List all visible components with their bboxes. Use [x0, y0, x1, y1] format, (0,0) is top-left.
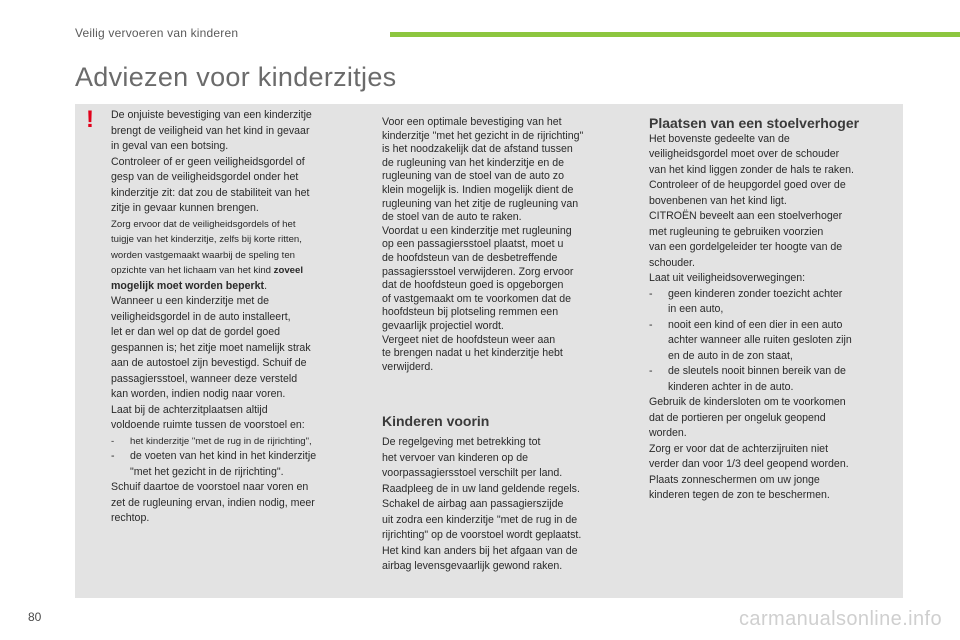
- text-line: veiligheidsgordel in de auto installeert,: [111, 310, 291, 323]
- text-line: passagiersstoel verwijderen. Zorg ervoor: [382, 265, 574, 278]
- text-fragment: opzichte van het lichaam van het kind: [111, 265, 274, 276]
- list-item-continued: [649, 333, 894, 349]
- list-item-continued: [649, 380, 894, 396]
- text-line: veiligheidsgordel moet over de schouder: [649, 148, 840, 160]
- text-line: Het bovenste gedeelte van de: [649, 132, 790, 145]
- text-line: airbag levensgevaarlijk gewond raken.: [382, 560, 563, 572]
- text-line: dat de hoofdsteun goed is opgeborgen: [382, 279, 564, 292]
- text-line: [111, 263, 356, 279]
- text-line: Zorg er voor dat de achterzijruiten niet: [649, 442, 829, 455]
- text-line: Raadpleeg de in uw land geldende regels.: [382, 482, 580, 495]
- list-dash: -: [649, 287, 653, 300]
- text-line: van een gordelgeleider ter hoogte van de: [649, 241, 843, 253]
- text-line: de stoel van de auto te raken.: [382, 211, 522, 224]
- text-line: rechtop.: [111, 512, 150, 524]
- list-item-text: kinderen achter in de auto.: [668, 380, 794, 393]
- text-line: rijrichting" op de voorstoel wordt geplaatst.: [382, 529, 582, 541]
- front-children-heading: Kinderen voorin: [382, 413, 490, 429]
- list-item-text: in een auto,: [668, 303, 724, 315]
- text-line: uit zodra een kinderzitje "met de rug in de: [382, 513, 578, 526]
- list-dash: -: [649, 365, 653, 377]
- text-line: brengt de veiligheid van het kind in gevaar: [111, 124, 310, 137]
- text-line: zet de rugleuning ervan, indien nodig, meer: [111, 496, 315, 509]
- text-line: Controleer of er geen veiligheidsgordel of: [111, 155, 305, 168]
- text-line: Vergeet niet de hoofdsteun weer aan: [382, 333, 556, 346]
- text-line: Controleer of de heupgordel goed over de: [649, 179, 846, 191]
- text-fragment: .: [264, 279, 268, 292]
- text-line: worden.: [649, 427, 687, 439]
- list-item-text: achter wanneer alle ruiten gesloten zijn: [668, 334, 852, 346]
- booster-heading: Plaatsen van een stoelverhoger: [649, 115, 860, 131]
- text-line: zitje in gevaar kunnen brengen.: [111, 202, 259, 214]
- text-line: let er dan wel op dat de gordel goed: [111, 326, 281, 338]
- text-line: van het kind liggen zonder de hals te raken.: [649, 163, 854, 176]
- text-line: Wanneer u een kinderzitje met de: [111, 295, 270, 307]
- text-line: rugleuning van de stoel van de auto zo: [382, 170, 564, 183]
- text-line: Schakel de airbag aan passagierszijde: [382, 498, 564, 510]
- text-line: Voor een optimale bevestiging van het: [382, 116, 562, 128]
- text-line: Laat uit veiligheidsoverwegingen:: [649, 272, 806, 284]
- text-line: bovenbenen van het kind ligt.: [649, 194, 787, 207]
- exclamation-icon: !: [86, 106, 94, 133]
- text-line: hoofdsteun bij plotseling remmen een: [382, 306, 559, 319]
- text-line: kan worden, indien nodig naar voren.: [111, 388, 286, 400]
- text-line: dat de portieren per ongeluk geopend: [649, 411, 826, 424]
- list-item: [649, 364, 894, 380]
- page-number: 80: [28, 610, 42, 624]
- booster-column: [649, 116, 894, 504]
- text-line: het vervoer van kinderen op de: [382, 451, 529, 464]
- text-line: gesp van de veiligheidsgordel onder het: [111, 171, 299, 183]
- text-line: Zorg ervoor dat de veiligheidsgordels of het: [111, 218, 296, 230]
- text-line: op een passagiersstoel plaatst, moet u: [382, 238, 564, 251]
- text-line: tuigje van het kinderzitje, zelfs bij korte ritten,: [111, 234, 302, 245]
- text-line: kinderzitje "met het gezicht in de rijrichting": [382, 129, 584, 142]
- list-item-text: de voeten van het kind in het kinderzitje: [130, 450, 317, 462]
- warning-column: [111, 108, 356, 527]
- text-line: worden vastgemaakt waarbij de speling ten: [111, 249, 295, 261]
- text-line: rugleuning van het zitje de rugleuning van: [382, 197, 579, 210]
- list-item-text: de sleutels nooit binnen bereik van de: [668, 365, 846, 377]
- text-line: schouder.: [649, 256, 695, 269]
- text-line: in geval van een botsing.: [111, 140, 229, 152]
- list-item-text: nooit een kind of een dier in een auto: [668, 318, 843, 331]
- text-line: is het noodzakelijk dat de afstand tussen: [382, 143, 573, 156]
- text-line: Schuif daartoe de voorstoel naar voren en: [111, 481, 309, 493]
- text-line: te brengen nadat u het kinderzitje hebt: [382, 347, 563, 360]
- text-line: gevaarlijk projectiel wordt.: [382, 319, 504, 332]
- list-item-continued: [649, 302, 894, 318]
- list-item: [111, 449, 356, 465]
- text-line: Gebruik de kindersloten om te voorkomen: [649, 396, 846, 408]
- text-line: CITROËN beveelt aan een stoelverhoger: [649, 210, 843, 222]
- header-accent-bar: [390, 32, 960, 37]
- list-item: [649, 318, 894, 334]
- text-line: aan de autostoel zijn bevestigd. Schuif de: [111, 357, 307, 369]
- text-line: de hoofdsteun van de desbetreffende: [382, 251, 558, 264]
- list-dash: -: [111, 450, 115, 462]
- text-line: kinderen tegen de zon te beschermen.: [649, 489, 830, 501]
- list-item: [649, 287, 894, 303]
- list-item-text: "met het gezicht in de rijrichting".: [130, 465, 284, 478]
- watermark: carmanualsonline.info: [739, 608, 942, 630]
- list-item-continued: [649, 349, 894, 365]
- list-item: [111, 434, 356, 450]
- list-dash: -: [649, 318, 653, 331]
- text-line: Het kind kan anders bij het afgaan van de: [382, 544, 578, 557]
- text-line: Voordat u een kinderzitje met rugleuning: [382, 224, 572, 237]
- list-item-text: geen kinderen zonder toezicht achter: [668, 287, 843, 300]
- text-line: passagiersstoel, wanneer deze versteld: [111, 372, 298, 385]
- text-line: klein mogelijk is. Indien mogelijk dient de: [382, 183, 574, 196]
- text-line: gespannen is; het zitje moet namelijk strak: [111, 341, 311, 354]
- text-line: de rugleuning van het kinderzitje en de: [382, 156, 564, 169]
- text-line: [111, 279, 356, 295]
- text-line: of vastgemaakt om te voorkomen dat de: [382, 292, 572, 305]
- text-line: verder dan voor 1/3 deel geopend worden.: [649, 458, 849, 470]
- text-line: kinderzitje zit: dat zou de stabiliteit van het: [111, 186, 310, 199]
- page-title: Adviezen voor kinderzitjes: [75, 62, 397, 92]
- emphasis-text: mogelijk moet worden beperkt: [111, 279, 265, 292]
- text-line: met rugleuning te gebruiken voorzien: [649, 225, 824, 238]
- front-children-text: [382, 435, 622, 575]
- text-line: Laat bij de achterzitplaatsen altijd: [111, 403, 268, 416]
- list-item-text: het kinderzitje "met de rug in de rijrichting",: [130, 435, 312, 447]
- fixation-column: [382, 116, 622, 374]
- section-label: Veilig vervoeren van kinderen: [75, 26, 239, 40]
- list-dash: -: [111, 435, 115, 447]
- text-line: voldoende ruimte tussen de voorstoel en:: [111, 419, 305, 431]
- list-item-continued: [111, 465, 356, 481]
- list-item-text: en de auto in de zon staat,: [668, 349, 793, 362]
- text-line: voorpassagiersstoel verschilt per land.: [382, 467, 563, 479]
- emphasis-text: zoveel: [273, 265, 304, 276]
- text-line: De onjuiste bevestiging van een kinderzitje: [111, 109, 312, 121]
- text-line: verwijderd.: [382, 360, 434, 373]
- text-line: Plaats zonneschermen om uw jonge: [649, 473, 820, 486]
- text-line: De regelgeving met betrekking tot: [382, 436, 541, 448]
